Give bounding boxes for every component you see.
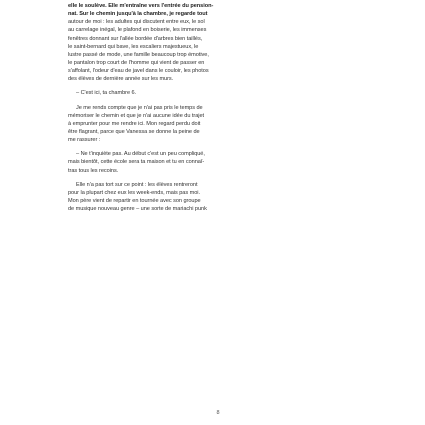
dialogue-line: – C'est ici, ta chambre 6. (76, 90, 137, 97)
text-line: mais bientôt, cette école sera ta maison et tu en connaî- (68, 159, 205, 166)
text-line: mémoriser le chemin et que je n'ai aucune idée du trajet (68, 112, 205, 119)
text-line: Elle n'a pas tort sur ce point : les élèves rentreront (76, 181, 198, 188)
text-line: elle le soulève. Elle m'entraîne vers l'entrée du pension- (68, 3, 214, 9)
text-column (68, 2, 368, 213)
text-line: des élèves de dernière année sur les murs. (68, 76, 174, 83)
text-line: Mon père vient de repartir en tournée avec son groupe (68, 197, 201, 204)
paragraph-p5 (68, 181, 368, 214)
text-line: être flagrant, parce que Vanessa se donne la peine de (68, 128, 200, 135)
text-line: fenêtres donnant sur l'allée bordée d'arbres bien taillés, (68, 35, 203, 42)
text-line: s'affolant, l'odeur d'eau de javel dans le couloir, les photos (68, 68, 209, 75)
text-line: lustre passé de mode, une famille beaucoup trop émotive, (68, 51, 209, 58)
paragraph-p1 (68, 2, 368, 83)
text-line: nat. Sur le chemin jusqu'à la chambre, je regarde tout (68, 11, 208, 18)
text-line: tras tous les recoins. (68, 167, 119, 174)
paragraph-p4 (68, 150, 368, 174)
dialogue-line: – Ne t'inquiète pas. Au début c'est un peu compliqué, (76, 151, 205, 158)
paragraph-p2 (68, 89, 368, 97)
text-line: Je me rends compte que je n'ai pas pris le temps de (76, 104, 203, 111)
text-line: me rassurer : (68, 137, 101, 144)
text-line: au carrelage inégal, le plafond en boiserie, les immenses (68, 27, 207, 34)
text-line: pour la plupart chez eux les week-ends, mais pas moi. (68, 189, 200, 196)
paragraph-p3 (68, 104, 368, 145)
page-number: 8 (216, 410, 220, 416)
text-line: à emprunter pour me rendre ici. Mon regard perdu doit (68, 120, 201, 127)
text-line: le pantalon trop court de l'homme qui vient de passer en (68, 59, 205, 66)
text-line: le saint-bernard qui bave, les escaliers majestueux, le (68, 43, 199, 50)
text-line: autour de moi : les adultes qui discutent entre eux, le sol (68, 19, 205, 26)
text-line: de musique nouveau genre – une sorte de mariachi punk (68, 206, 207, 213)
